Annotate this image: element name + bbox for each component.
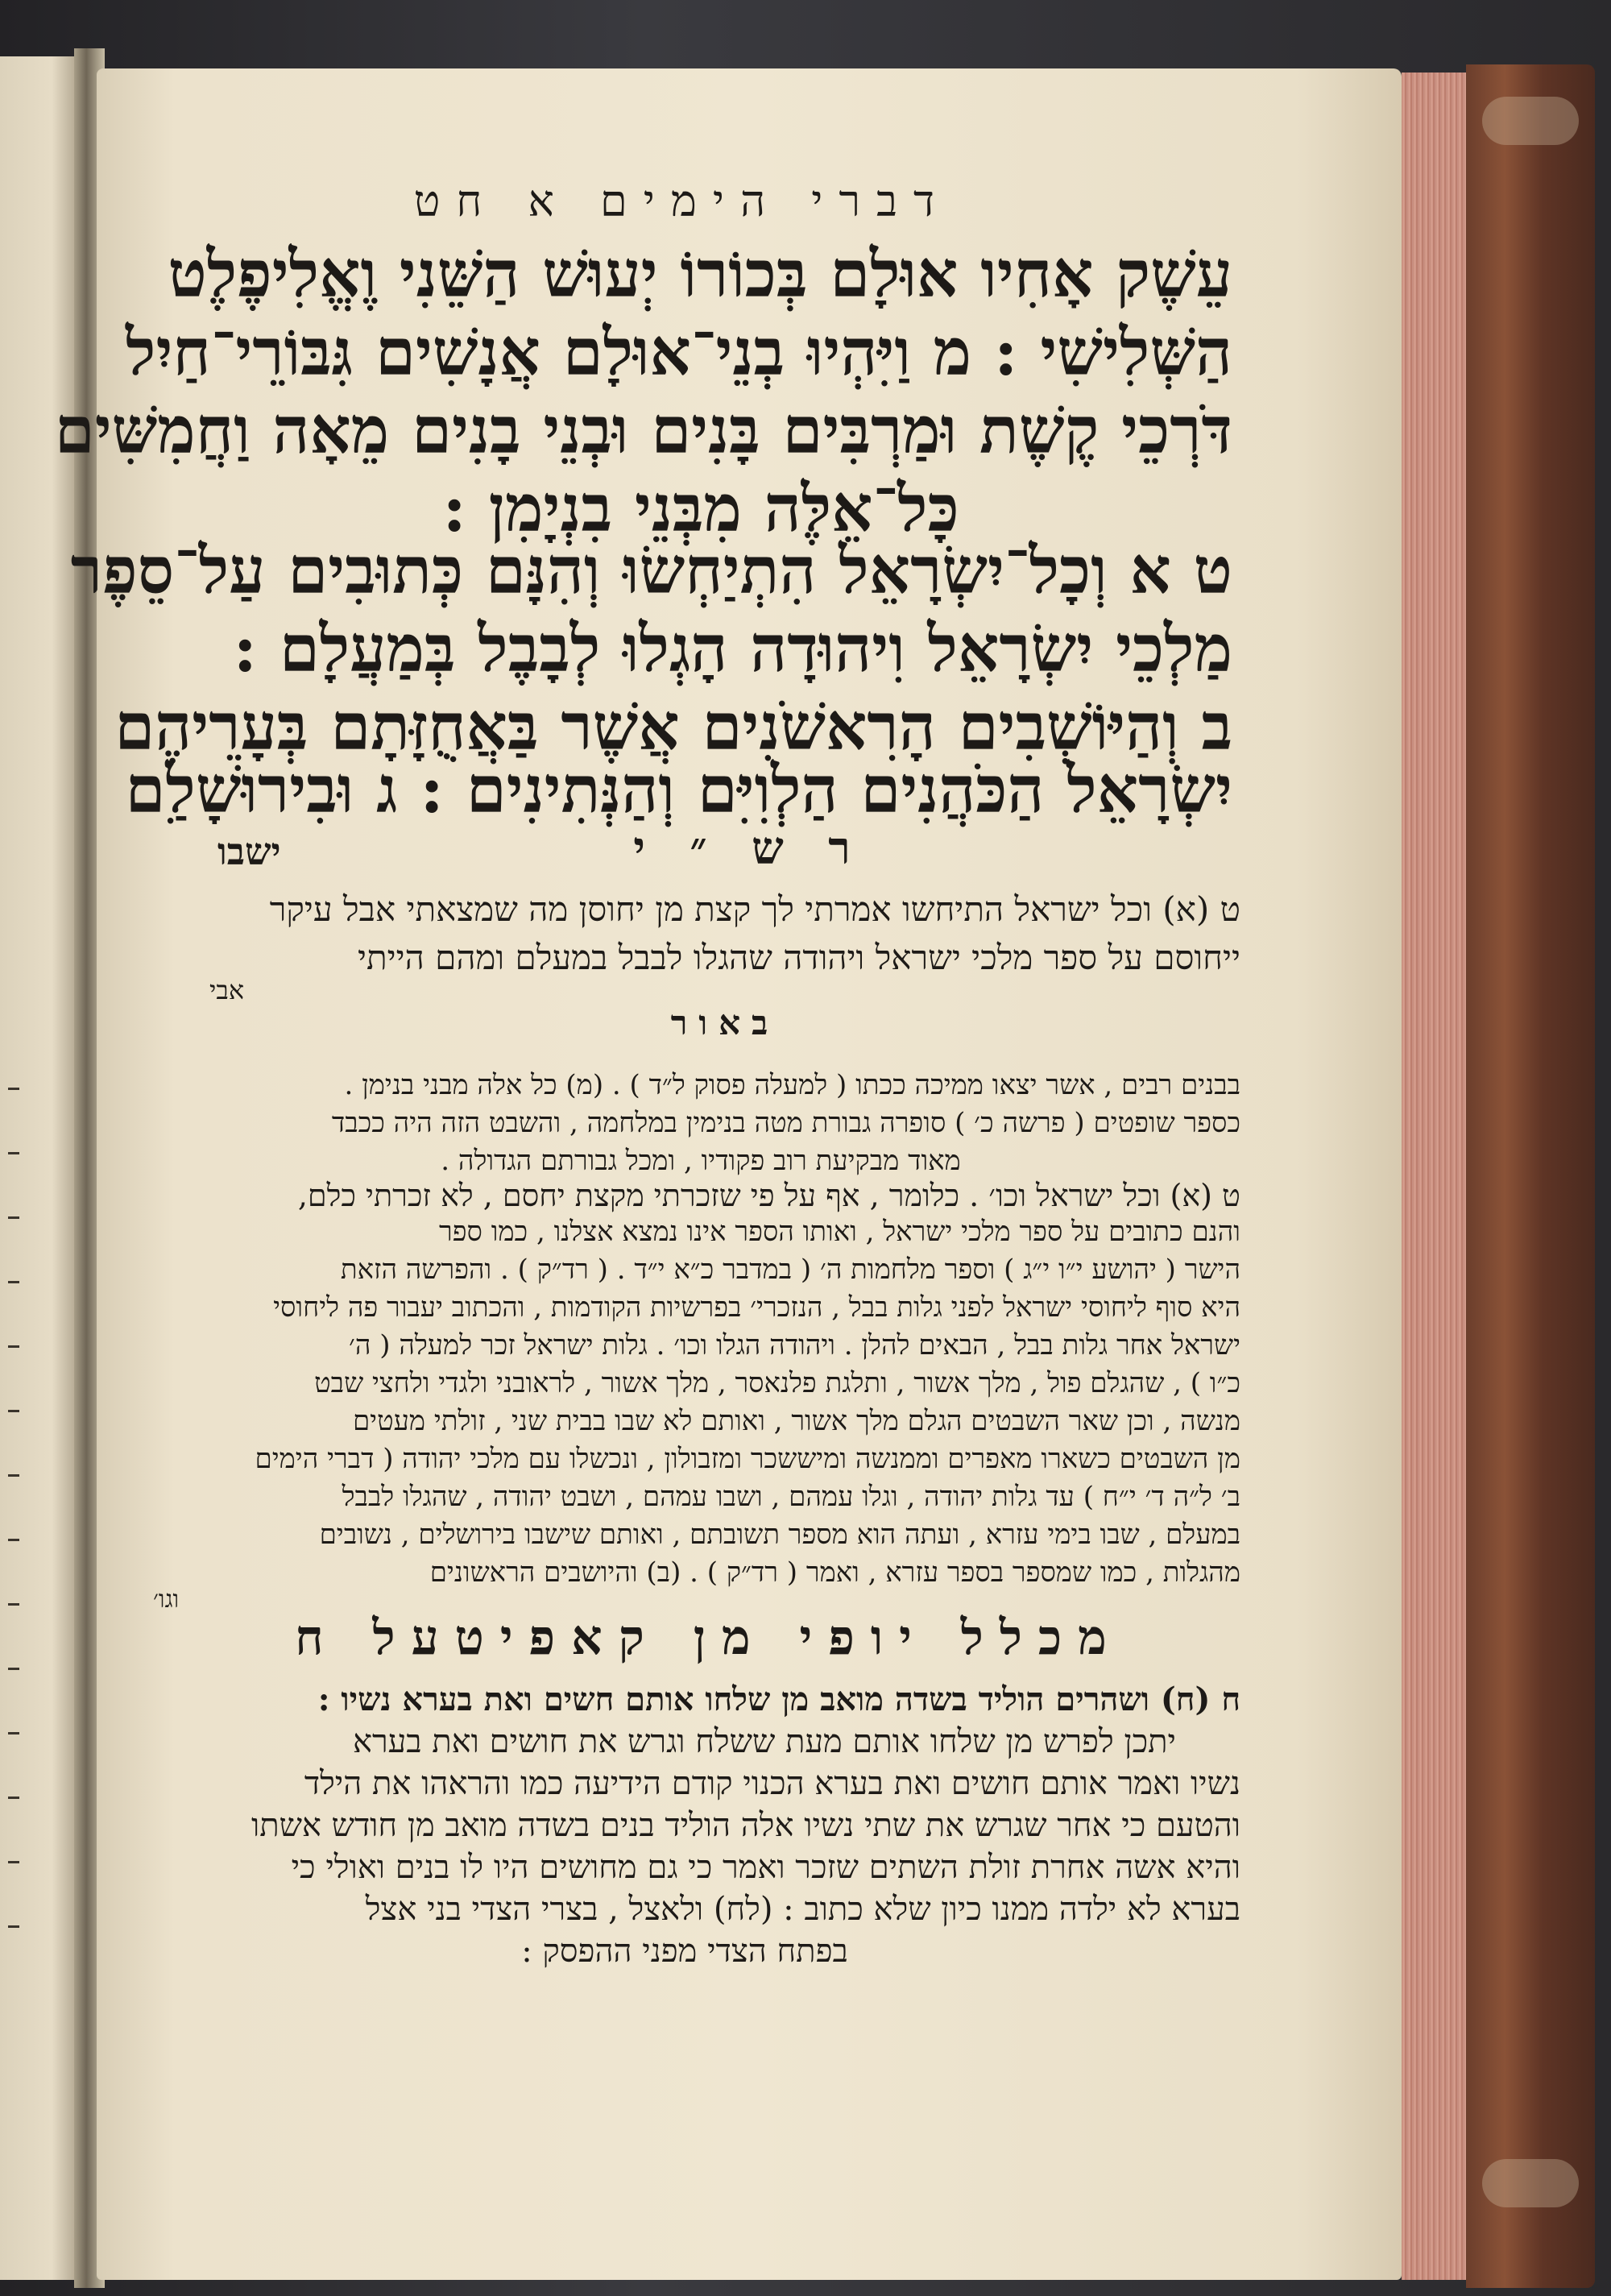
biur-line: כספר שופטים ( פרשה כ׳ ) סופרה גבורת מטה בנימין במלחמה , והשבט הזה היה ככבד <box>331 1107 1240 1139</box>
biur-catchword: וגו׳ <box>153 1585 180 1614</box>
left-page-mark <box>8 1410 19 1412</box>
mikhlal-line: נשיו ואמר אותם חושים ואת בערא הכנוי קודם הידיעה כמו והראהו את הילד <box>304 1765 1240 1802</box>
main-text-line: דֹּרְכֵי קֶשֶׁת וּמַרְבִּים בָּנִים וּבְנֵי בָנִים מֵאָה וַחֲמִשִּׁים <box>54 392 1232 468</box>
left-page-mark <box>8 1345 19 1348</box>
catchword: ישבו <box>217 830 281 873</box>
left-page-mark <box>8 1603 19 1606</box>
main-text-line: מַלְכֵי יִשְׂרָאֵל וִיהוּדָה הָגְלוּ לְבָבֶל בְּמַעֲלָם : <box>233 611 1232 686</box>
rashi-catchword: אבי <box>209 975 245 1005</box>
biur-header: באור <box>670 1003 780 1042</box>
biur-line: מנשה , וכן שאר השבטים הגלם מלך אשור , ואותם לא שבו בבית שני , זולתי מעטים <box>352 1405 1240 1437</box>
main-text-line: ט א וְכָל־יִשְׂרָאֵל הִתְיַחְשׂוּ וְהִנָּם כְּתוּבִים עַל־סֵפֶר <box>70 533 1232 608</box>
left-page-mark <box>8 1216 19 1219</box>
main-text-line: עֵשֶׁק אָחִיו אוּלָם בְּכוֹרוֹ יְעוּשׁ הַשֵּׁנִי וֶאֱלִיפֶלֶט <box>168 236 1232 312</box>
biur-line: הישר ( יהושע י״ו י״ג ) וספר מלחמות ה׳ ( במדבר כ״א י״ד . ( רד״ק ) . והפרשה הזאת <box>340 1254 1240 1286</box>
biur-line: מהגלות , כמו שמספר בספר עזרא , ואמר ( רד״ק ) . (ב) והיושבים הראשונים <box>429 1556 1240 1589</box>
left-page-mark <box>8 1797 19 1799</box>
biur-line: מן השבטים כשארו מאפרים וממנשה ומיששכר ומזבולון , ונכשלו עם מלכי יהודה ( דברי הימים <box>255 1443 1240 1475</box>
main-text-line: כָּל־אֵלֶּה מִבְּנֵי בִנְיָמִן : <box>442 470 959 546</box>
biur-line: מאוד מבקיעת רוב פקודיו , ומכל גבורתם הגדולה . <box>441 1145 961 1177</box>
left-page-mark <box>8 1088 19 1090</box>
left-page-edge <box>0 56 74 2280</box>
binding-wear <box>1482 97 1579 145</box>
binding-wear <box>1482 2159 1579 2207</box>
main-text-line: ב וְהַיּוֹשְׁבִים הָרִאשֹׁנִים אֲשֶׁר בַּאֲחֻזָּתָם בְּעָרֵיהֶם <box>114 689 1232 765</box>
left-page-mark <box>8 1925 19 1928</box>
page-edges <box>1402 73 1466 2280</box>
rashi-line: ייחוסם על ספר מלכי ישראל ויהודה שהגלו לבבל במעלם ומהם הייתי <box>357 938 1240 977</box>
leather-binding <box>1466 64 1595 2288</box>
biur-line: ב׳ ל״ה ד׳ י״ח ) עד גלות יהודה , וגלו עמהם , ושבו עמהם , ושבט יהודה , שהגלו לבבל <box>342 1481 1240 1513</box>
main-text-line: יִשְׂרָאֵל הַכֹּהֲנִים הַלְוִיִּם וְהַנְּתִינִים : ג וּבִירוּשָׁלִַם <box>125 752 1232 827</box>
biur-line: כ״ו ) , שהגלם פול , מלך אשור , ותלגת פלנאסר , מלך אשור , לראובני ולגדי ולחצי שבט <box>314 1367 1240 1399</box>
mikhlal-line: ח (ח) ושהרים הוליד בשדה מואב מן שלחו אותם חשים ואת בערא נשיו : <box>317 1681 1240 1718</box>
biur-line: היא סוף ליחוסי ישראל לפני גלות בבל , הנזכרי׳ בפרשיות הקודמות , והכתוב יעבור פה ליחוסי <box>273 1291 1240 1324</box>
mikhlal-yofi-header: מכלל יופי מן קאפיטעל ח <box>295 1610 1123 1666</box>
left-page-mark <box>8 1668 19 1670</box>
left-page-mark <box>8 1474 19 1477</box>
left-page-mark <box>8 1861 19 1863</box>
mikhlal-line: בפתח הצדי מפני ההפסק : <box>521 1933 848 1970</box>
biur-line: במעלם , שבו בימי עזרא , ועתה הוא מספר תשובתם , ואותם שישבו בירושלים , נשובים <box>319 1519 1240 1551</box>
mikhlal-line: בערא לא ילדה ממנו כיון שלא כתוב : (לח) ולאצל , בצרי הצדי בני אצל <box>365 1891 1240 1928</box>
main-text-line: הַשְּׁלִישִׁי : מ וַיִּהְיוּ בְנֵי־אוּלָם אֲנָשִׁים גִּבּוֹרֵי־חַיִל <box>126 314 1232 390</box>
mikhlal-line: יתכן לפרש מן שלחו אותם מעת ששלח וגרש את חושים ואת בערא <box>352 1723 1176 1760</box>
biur-line: בבנים רבים , אשר יצאו ממיכה ככתו ( למעלה פסוק ל״ד ) . (מ) כל אלה מבני בנימן . <box>344 1069 1240 1101</box>
biur-line: ט (א) וכל ישראל וכו׳ . כלומר , אף על פי שזכרתי מקצת יחסם , לא זכרתי כלם, <box>297 1178 1240 1213</box>
mikhlal-line: והטעם כי אחר שגרש את שתי נשיו אלה הוליד בנים בשדה מואב מן חודש אשתו <box>251 1807 1240 1844</box>
running-head: דברי הימים א חט <box>413 176 950 226</box>
mikhlal-line: והיא אשה אחרת זולת השתים שזכר ואמר כי גם מחושים היו לו בנים ואולי כי <box>291 1849 1240 1886</box>
left-page-mark <box>8 1281 19 1283</box>
left-page-mark <box>8 1152 19 1154</box>
left-page-mark <box>8 1732 19 1734</box>
biur-line: ישראל אחר גלות בבל , הבאים להלן . ויהודה הגלו וכו׳ . גלות ישראל זכר למעלה ( ה׳ <box>349 1329 1240 1361</box>
rashi-header: ר ש ״ י <box>633 822 865 875</box>
left-page-mark <box>8 1539 19 1541</box>
biur-line: והנם כתובים על ספר מלכי ישראל , ואותו הספר אינו נמצא אצלנו , כמו ספר <box>439 1216 1240 1248</box>
rashi-line: ט (א) וכל ישראל התיחשו אמרתי לך קצת מן יחוסן מה שמצאתי אבל עיקר <box>269 889 1240 929</box>
